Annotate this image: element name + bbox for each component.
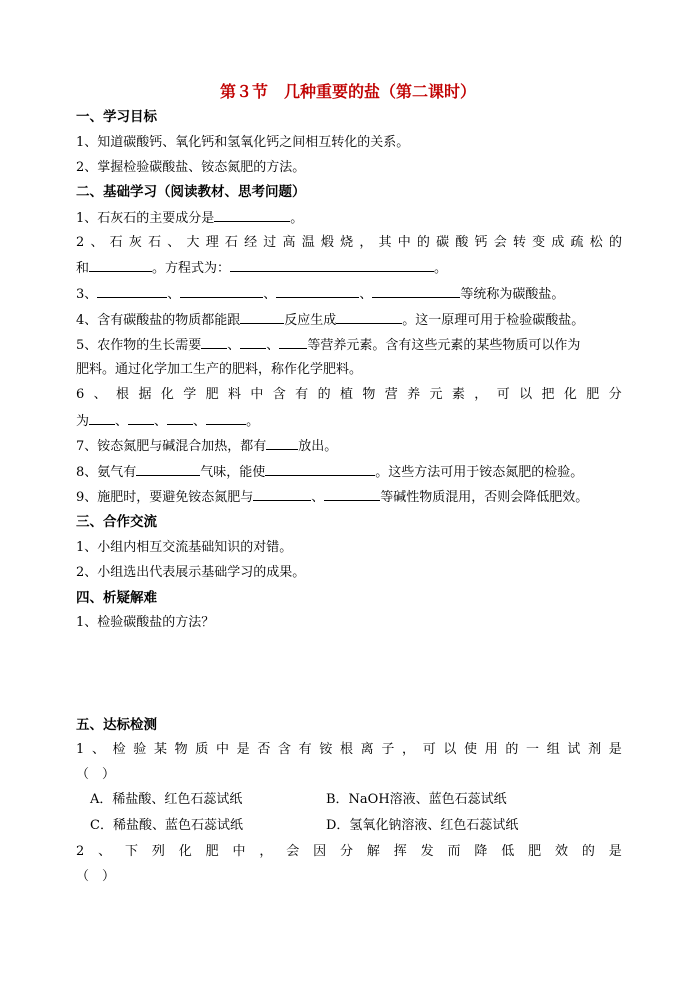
t1-char: 用 [484, 742, 498, 757]
t1-char: 的 [505, 742, 519, 757]
q2-char: 其 [378, 235, 392, 250]
q2-char: 大 [186, 235, 200, 250]
t1-char: 一 [526, 742, 540, 757]
t1-char: 剂 [588, 742, 602, 757]
q6-char: 分 [608, 387, 622, 402]
q2-char: 钙 [474, 235, 488, 250]
answer-blank[interactable] [253, 488, 311, 501]
t1-char: 含 [277, 742, 291, 757]
q2-char: 、 [167, 235, 181, 250]
q6-sep: 、 [115, 414, 129, 429]
q7-prefix: 7、铵态氮肥与碱混合加热，都有 [76, 439, 267, 454]
answer-blank[interactable] [201, 336, 227, 349]
t1-char: 验 [133, 742, 147, 757]
q8-suffix: 。这些方法可用于铵态氮肥的检验。 [375, 465, 584, 480]
q2-char: 疏 [570, 235, 584, 250]
basic-question-4 [76, 311, 622, 330]
q8-mid: 气味，能使 [200, 465, 266, 480]
q6-char: 根 [116, 387, 130, 402]
q5-prefix: 5、农作物的生长需要 [76, 338, 202, 353]
t2-char: 挥 [393, 844, 407, 859]
q9-suffix: 等碱性物质混用，否则会降低肥效。 [380, 490, 589, 505]
t1-char: 检 [112, 742, 126, 757]
q6-sep: 、 [154, 414, 168, 429]
q6-char: 物 [362, 387, 376, 402]
q2-char: 碳 [436, 235, 450, 250]
q2-char: 、 [90, 235, 104, 250]
answer-blank[interactable] [336, 311, 402, 324]
q2-char: 理 [205, 235, 219, 250]
q6-char: 、 [93, 387, 107, 402]
t2-char: 2 [76, 844, 85, 859]
q2-char: 过 [263, 235, 277, 250]
q5-sep: 、 [266, 338, 280, 353]
t1-char: 离 [360, 742, 374, 757]
q1-text: 1、石灰石的主要成分是 [76, 211, 215, 226]
section-heading-test: 五、达标检测 [76, 717, 157, 733]
cooperation-item-2: 2、小组选出代表展示基础学习的成果。 [76, 565, 306, 580]
analysis-question-1: 1、检验碳酸盐的方法？ [76, 615, 215, 630]
section-heading-objectives: 一、学习目标 [76, 109, 157, 125]
t2-char: 肥 [205, 844, 219, 859]
q2-char: 经 [244, 235, 258, 250]
q2-char: 中 [397, 235, 411, 250]
answer-blank[interactable] [279, 336, 307, 349]
t1-char: 使 [464, 742, 478, 757]
q6-char: 肥 [205, 387, 219, 402]
q6-char: 含 [272, 387, 286, 402]
section-heading-analysis: 四、析疑解难 [76, 590, 157, 606]
t1-char: 物 [174, 742, 188, 757]
q6-char: 肥 [586, 387, 600, 402]
t2-char: 因 [313, 844, 327, 859]
q6-char: 据 [138, 387, 152, 402]
q1-suffix: 。 [290, 211, 304, 226]
q8-prefix: 8、氨气有 [76, 465, 137, 480]
t1-char: 否 [257, 742, 271, 757]
q6-char: 中 [250, 387, 264, 402]
objective-1: 1、知道碳酸钙、氧化钙和氢氧化钙之间相互转化的关系。 [76, 135, 410, 150]
q2-prefix: 和 [76, 261, 90, 276]
basic-question-1 [76, 209, 622, 228]
t2-char: 肥 [528, 844, 542, 859]
t2-char: 低 [501, 844, 515, 859]
section-heading-cooperation: 三、合作交流 [76, 514, 157, 530]
answer-blank[interactable] [128, 412, 154, 425]
answer-blank[interactable] [136, 463, 200, 476]
q6-char: 以 [519, 387, 533, 402]
test-question-2-line-1 [76, 843, 622, 861]
q2-char: 煅 [320, 235, 334, 250]
cooperation-item-1: 1、小组内相互交流基础知识的对错。 [76, 540, 293, 555]
answer-blank[interactable] [167, 412, 193, 425]
t1-char: 1 [76, 742, 85, 757]
basic-question-7 [76, 437, 622, 456]
q3-sep: 、 [167, 287, 181, 302]
q9-sep: 、 [311, 490, 325, 505]
t2-char: 会 [286, 844, 300, 859]
q6-prefix: 为 [76, 414, 90, 429]
answer-blank[interactable] [372, 285, 460, 298]
q2-char: 的 [416, 235, 430, 250]
test-question-1-answer-paren[interactable]: （ ） [76, 767, 116, 782]
answer-blank[interactable] [97, 285, 167, 298]
t1-char: 组 [546, 742, 560, 757]
q4-suffix: 。这一原理可用于检验碳酸盐。 [402, 313, 585, 328]
t1-char: 、 [91, 742, 105, 757]
t1-char: 中 [215, 742, 229, 757]
answer-blank[interactable] [266, 437, 298, 450]
t1-char: 是 [608, 742, 622, 757]
q6-char: ， [474, 387, 488, 402]
q3-prefix: 3、 [76, 287, 98, 302]
q2-char: 成 [551, 235, 565, 250]
t2-char: 、 [98, 844, 112, 859]
answer-blank[interactable] [89, 259, 152, 272]
basic-question-9 [76, 488, 622, 507]
t2-char: 是 [608, 844, 622, 859]
t2-char: 发 [420, 844, 434, 859]
t2-char: 降 [474, 844, 488, 859]
q9-prefix: 9、施肥时，要避免铵态氮肥与 [76, 490, 254, 505]
answer-blank[interactable] [265, 463, 375, 476]
answer-blank[interactable] [206, 412, 246, 425]
q2-mid: 。方程式为： [152, 261, 231, 276]
q2-char: 石 [224, 235, 238, 250]
basic-question-6-line-2 [76, 412, 622, 431]
test-q1-option-d[interactable]: D．氢氧化钠溶液、红色石蕊试纸 [326, 818, 519, 833]
q2-char: 石 [148, 235, 162, 250]
answer-blank[interactable] [240, 336, 266, 349]
q3-suffix: 等统称为碳酸盐。 [460, 287, 565, 302]
t2-char: 的 [581, 844, 595, 859]
t1-char: 有 [298, 742, 312, 757]
test-question-2-answer-paren[interactable]: （ ） [76, 869, 116, 884]
t2-char: 分 [340, 844, 354, 859]
q2-char: 高 [282, 235, 296, 250]
answer-blank[interactable] [214, 209, 290, 222]
basic-question-6-line-1 [76, 386, 622, 404]
t2-char: 列 [151, 844, 165, 859]
q6-char: 学 [183, 387, 197, 402]
q6-char: 化 [563, 387, 577, 402]
answer-blank[interactable] [89, 412, 115, 425]
test-question-1-line-1 [76, 741, 622, 759]
page-title: 第３节 几种重要的盐（第二课时） [219, 82, 476, 101]
test-q1-option-b[interactable]: B．NaOH溶液、蓝色石蕊试纸 [326, 792, 507, 807]
q6-char: 把 [541, 387, 555, 402]
basic-question-2-line-2 [76, 259, 622, 278]
q6-char: 料 [228, 387, 242, 402]
t2-char: 解 [366, 844, 380, 859]
q6-char: 植 [339, 387, 353, 402]
answer-blank[interactable] [276, 285, 359, 298]
t1-char: 某 [153, 742, 167, 757]
equation-blank[interactable] [230, 259, 434, 272]
t1-char: 是 [236, 742, 250, 757]
q6-char: 素 [451, 387, 465, 402]
t1-char: ， [402, 742, 416, 757]
q2-char: 2 [76, 235, 85, 250]
answer-blank[interactable] [240, 311, 284, 324]
q2-char: 松 [589, 235, 603, 250]
q3-sep: 、 [263, 287, 277, 302]
q2-char: 酸 [455, 235, 469, 250]
q5-sep: 、 [227, 338, 241, 353]
t2-char: 效 [555, 844, 569, 859]
q5-suffix: 等营养元素。含有这些元素的某些物质可以作为 [307, 338, 581, 353]
basic-question-8 [76, 463, 622, 482]
q6-char: 的 [317, 387, 331, 402]
q2-suffix: 。 [434, 261, 448, 276]
q6-char: 营 [384, 387, 398, 402]
objective-2: 2、掌握检验碳酸盐、铵态氮肥的方法。 [76, 160, 306, 175]
q6-suffix: 。 [246, 414, 260, 429]
q3-sep: 、 [359, 287, 373, 302]
q6-char: 有 [295, 387, 309, 402]
answer-blank[interactable] [180, 285, 263, 298]
q2-char: 的 [608, 235, 622, 250]
q2-char: 灰 [128, 235, 142, 250]
q2-char: ， [359, 235, 373, 250]
q2-char: 会 [493, 235, 507, 250]
section-heading-basic: 二、基础学习（阅读教材、思考问题） [76, 184, 306, 200]
q6-char: 化 [160, 387, 174, 402]
t1-char: 子 [381, 742, 395, 757]
t2-char: 化 [178, 844, 192, 859]
q6-char: 6 [76, 387, 85, 402]
q6-char: 养 [407, 387, 421, 402]
t2-char: 下 [125, 844, 139, 859]
q6-sep: 、 [193, 414, 207, 429]
basic-question-3 [76, 285, 622, 304]
q2-char: 烧 [340, 235, 354, 250]
q2-char: 转 [512, 235, 526, 250]
basic-question-5-line-2: 肥料。通过化学加工生产的肥料，称作化学肥料。 [76, 362, 363, 377]
q7-suffix: 放出。 [298, 439, 338, 454]
basic-question-2-line-1 [76, 234, 622, 252]
t2-char: 中 [232, 844, 246, 859]
q4-mid: 反应生成 [284, 313, 337, 328]
q4-prefix: 4、含有碳酸盐的物质都能跟 [76, 313, 241, 328]
t2-char: ， [259, 844, 273, 859]
t1-char: 铵 [319, 742, 333, 757]
q6-char: 元 [429, 387, 443, 402]
t1-char: 可 [422, 742, 436, 757]
q2-char: 变 [532, 235, 546, 250]
q2-char: 石 [109, 235, 123, 250]
t1-char: 试 [567, 742, 581, 757]
t2-char: 而 [447, 844, 461, 859]
basic-question-5-line-1 [76, 336, 622, 355]
t1-char: 质 [195, 742, 209, 757]
q2-char: 温 [301, 235, 315, 250]
q6-char: 可 [496, 387, 510, 402]
test-q1-option-c[interactable]: C．稀盐酸、蓝色石蕊试纸 [90, 818, 243, 833]
answer-blank[interactable] [324, 488, 380, 501]
test-q1-option-a[interactable]: A．稀盐酸、红色石蕊试纸 [90, 792, 243, 807]
t1-char: 以 [443, 742, 457, 757]
t1-char: 根 [340, 742, 354, 757]
